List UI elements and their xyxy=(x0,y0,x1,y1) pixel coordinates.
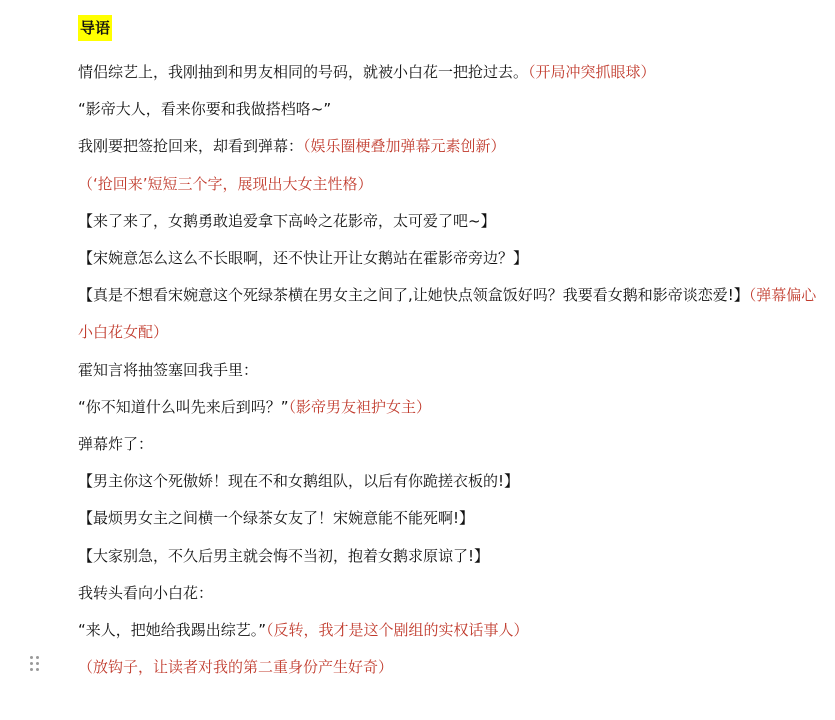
paragraph-text: 霍知言将抽签塞回我手里： xyxy=(78,360,259,379)
paragraph-3 xyxy=(78,128,823,165)
paragraph-13 xyxy=(78,538,823,575)
paragraph-text: 弹幕炸了： xyxy=(78,435,154,454)
paragraph-2 xyxy=(78,91,823,128)
paragraph-15 xyxy=(78,612,823,649)
paragraph-text: “影帝大人，看来你要和我做搭档咯~” xyxy=(78,100,332,119)
paragraph-10 xyxy=(78,426,823,463)
paragraph-text: 我刚要把签抢回来，却看到弹幕： xyxy=(78,137,304,156)
paragraph-text: “来人，把她给我踢出综艺。” xyxy=(78,621,267,640)
paragraph-text: 【来了来了，女鹅勇敢追爱拿下高岭之花影帝，太可爱了吧~】 xyxy=(78,211,496,230)
drag-handle-icon[interactable] xyxy=(30,656,40,674)
annotation-note: （弹幕偏心小白花女配） xyxy=(78,286,817,342)
paragraph-text: 【男主你这个死傲娇！现在不和女鹅组队，以后有你跪搓衣板的!】 xyxy=(78,472,520,491)
paragraph-4 xyxy=(78,166,823,203)
annotation-note: （放钩子，让读者对我的第二重身份产生好奇） xyxy=(78,658,394,677)
paragraph-16 xyxy=(78,649,823,686)
paragraph-text: “你不知道什么叫先来后到吗？” xyxy=(78,397,289,416)
annotation-note: （开局冲突抓眼球） xyxy=(528,63,656,81)
paragraph-12 xyxy=(78,500,823,537)
paragraph-6 xyxy=(78,240,823,277)
paragraph-9 xyxy=(78,389,823,426)
paragraph-1 xyxy=(78,54,823,91)
paragraph-text: 情侣综艺上，我刚抽到和男友相同的号码，就被小白花一把抢过去。 xyxy=(78,63,529,81)
annotation-note: （娱乐圈梗叠加弹幕元素创新） xyxy=(303,137,506,156)
annotation-note: （‘抢回来’短短三个字，展现出大女主性格） xyxy=(78,174,373,193)
paragraph-text: 【最烦男女主之间横一个绿茶女友了！宋婉意能不能死啊!】 xyxy=(78,509,475,528)
paragraph-text: 我转头看向小白花： xyxy=(78,583,214,602)
annotation-note: （影帝男友袒护女主） xyxy=(288,397,432,416)
paragraph-7 xyxy=(78,277,823,351)
annotation-note: （反转，我才是这个剧组的实权话事人） xyxy=(266,621,529,640)
document-body xyxy=(78,13,823,686)
paragraph-text: 【大家别急，不久后男主就会悔不当初，抱着女鹅求原谅了!】 xyxy=(78,546,490,565)
paragraph-11 xyxy=(78,463,823,500)
paragraph-14 xyxy=(78,575,823,612)
paragraph-text: 【宋婉意怎么这么不长眼啊，还不快让开让女鹅站在霍影帝旁边？】 xyxy=(78,249,529,268)
paragraph-list xyxy=(78,54,823,686)
paragraph-text: 【真是不想看宋婉意这个死绿茶横在男女主之间了,让她快点领盒饭好吗？我要看女鹅和影帝谈恋爱!】 xyxy=(78,286,749,305)
title-row xyxy=(78,13,823,43)
doc-title: 导语 xyxy=(78,15,112,41)
paragraph-8 xyxy=(78,352,823,389)
paragraph-5 xyxy=(78,203,823,240)
